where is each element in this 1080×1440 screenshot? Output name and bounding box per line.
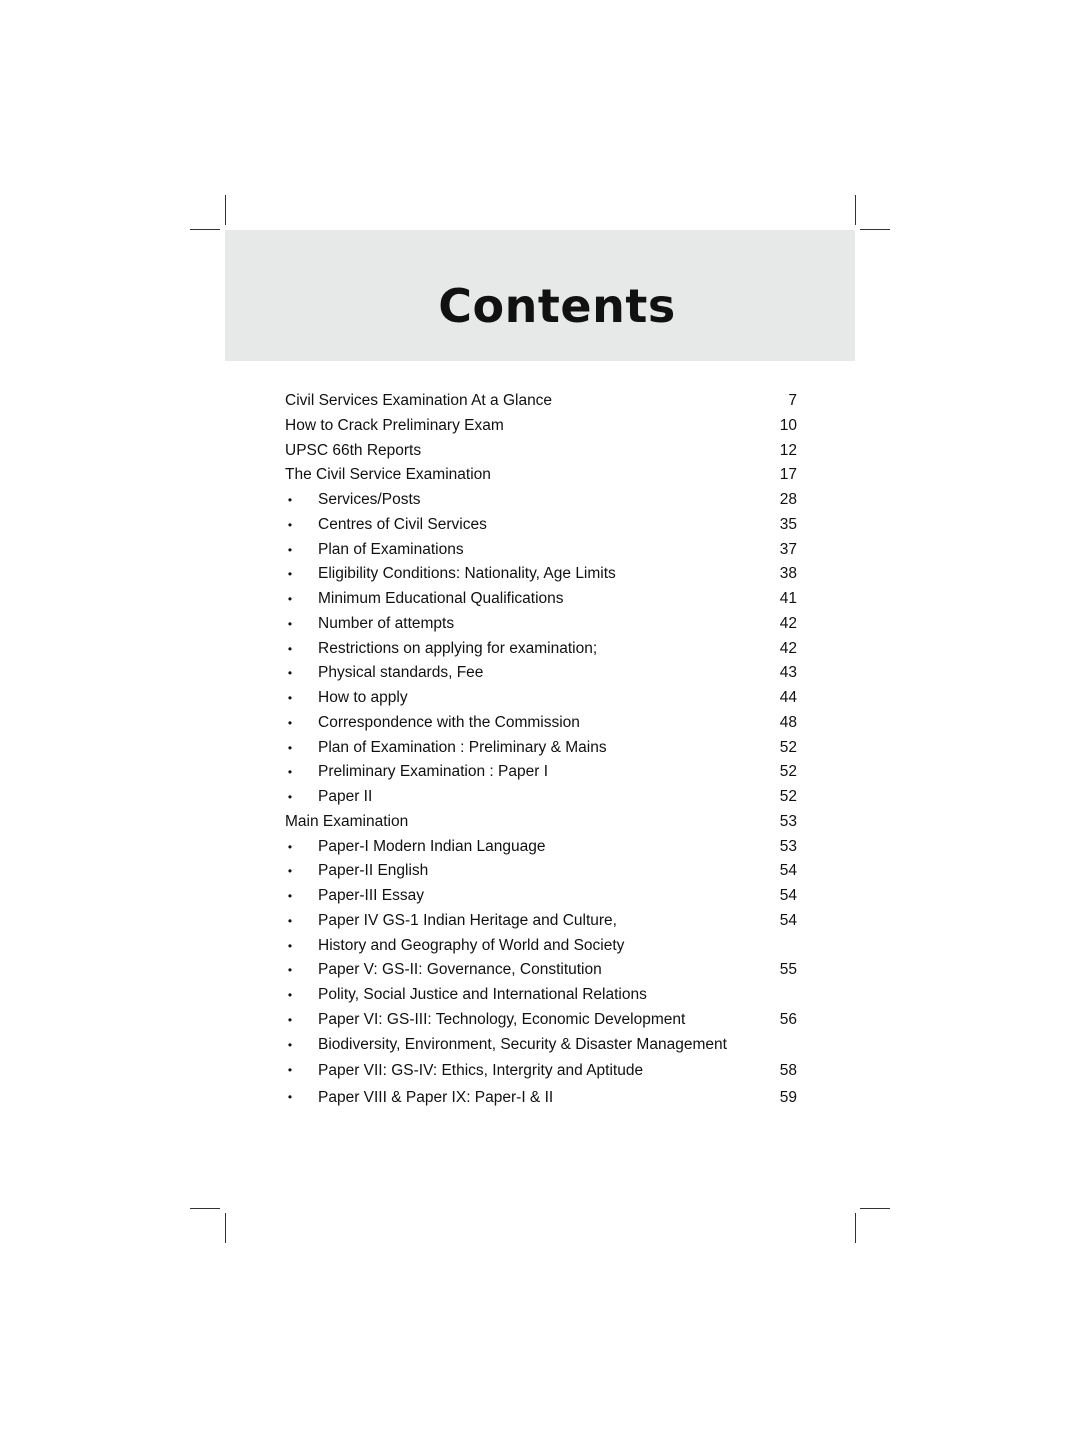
toc-entry-page-number: 58	[779, 1062, 797, 1080]
toc-entry[interactable]	[285, 1057, 797, 1084]
bullet-icon: •	[287, 542, 293, 557]
page-title: Contents	[438, 279, 676, 333]
toc-entry-page-number: 42	[779, 639, 797, 657]
crop-mark-bottom-right-horizontal	[860, 1208, 890, 1209]
toc-entry-label: Correspondence with the Commission	[318, 713, 580, 731]
bullet-icon: •	[287, 666, 293, 681]
toc-entry-label: Main Examination	[285, 812, 409, 830]
toc-entry[interactable]	[285, 884, 797, 909]
toc-entry[interactable]	[285, 488, 797, 513]
toc-entry-label: Paper VIII & Paper IX: Paper-I & II	[318, 1089, 554, 1107]
toc-entry-label: Paper IV GS-1 Indian Heritage and Culture,	[318, 911, 617, 929]
toc-entry[interactable]	[285, 414, 797, 439]
bullet-icon: •	[287, 493, 293, 507]
bullet-icon: •	[287, 839, 293, 854]
bullet-icon: •	[287, 938, 293, 953]
bullet-icon: •	[287, 765, 293, 780]
toc-entry-label: Civil Services Examination At a Glance	[285, 392, 553, 409]
toc-entry-label: Eligibility Conditions: Nationality, Age Limits	[318, 565, 616, 583]
toc-entry-label: Plan of Examination : Preliminary & Mains	[318, 738, 607, 756]
bullet-icon: •	[287, 913, 293, 928]
toc-entry-page-number: 54	[779, 862, 797, 880]
toc-entry-label: Paper-III Essay	[318, 887, 424, 904]
toc-entry-page-number: 35	[779, 515, 797, 533]
bullet-icon: •	[287, 616, 293, 631]
toc-entry[interactable]	[285, 1008, 797, 1033]
toc-entry-page-number: 53	[779, 812, 797, 830]
bullet-icon: •	[287, 864, 293, 879]
toc-entry-page-number: 53	[779, 837, 797, 855]
toc-entry[interactable]	[285, 835, 797, 860]
crop-mark-top-right-vertical	[855, 195, 856, 225]
toc-entry-page-number: 41	[779, 590, 797, 607]
toc-entry[interactable]	[285, 760, 797, 785]
toc-entry[interactable]	[285, 612, 797, 637]
toc-entry-page-number: 48	[779, 713, 797, 731]
toc-entry-label: Plan of Examinations	[318, 540, 464, 558]
toc-entry-label: Paper II	[318, 788, 373, 805]
toc-entry-label: How to Crack Preliminary Exam	[285, 416, 504, 434]
toc-entry[interactable]	[285, 463, 797, 488]
toc-entry-page-number: 42	[779, 614, 797, 632]
toc-entry-page-number: 52	[779, 738, 797, 756]
toc-entry[interactable]	[285, 661, 797, 686]
toc-entry-label: Centres of Civil Services	[318, 515, 487, 533]
bullet-icon: •	[287, 1090, 293, 1105]
toc-entry-label: Paper VII: GS-IV: Ethics, Intergrity and Aptitude	[318, 1062, 644, 1080]
toc-entry[interactable]	[285, 562, 797, 587]
bullet-icon: •	[287, 641, 293, 656]
toc-entry[interactable]	[285, 1084, 797, 1111]
toc-entry-page-number: 28	[779, 491, 797, 508]
toc-entry-page-number: 52	[779, 788, 797, 805]
toc-entry[interactable]	[285, 983, 797, 1008]
crop-mark-top-right-horizontal	[860, 229, 890, 230]
toc-entry-page-number: 54	[779, 911, 797, 929]
crop-mark-top-left-vertical	[225, 195, 226, 225]
toc-entry-label: The Civil Service Examination	[285, 466, 491, 484]
toc-entry-page-number: 38	[779, 565, 797, 583]
bullet-icon: •	[287, 517, 293, 532]
bullet-icon: •	[287, 592, 293, 606]
toc-entry-page-number: 43	[779, 664, 797, 682]
bullet-icon: •	[287, 889, 293, 903]
toc-entry-page-number: 55	[779, 961, 797, 979]
toc-entry-page-number: 52	[779, 763, 797, 781]
bullet-icon: •	[287, 740, 293, 755]
crop-mark-bottom-left-vertical	[225, 1213, 226, 1243]
toc-entry[interactable]	[285, 637, 797, 662]
toc-entry[interactable]	[285, 439, 797, 464]
toc-entry-page-number: 12	[779, 441, 797, 459]
toc-entry-page-number: 37	[779, 540, 797, 558]
toc-entry-label: Paper V: GS-II: Governance, Constitution	[318, 961, 602, 979]
toc-entry[interactable]	[285, 587, 797, 612]
toc-entry[interactable]	[285, 389, 797, 414]
toc-entry[interactable]	[285, 934, 797, 959]
toc-entry-label: How to apply	[318, 689, 408, 706]
toc-entry-label: Polity, Social Justice and International Relations	[318, 986, 647, 1003]
toc-entry[interactable]	[285, 513, 797, 538]
toc-entry-label: Paper VI: GS-III: Technology, Economic Development	[318, 1010, 686, 1028]
toc-entry-label: Paper-II English	[318, 862, 429, 880]
toc-entry-page-number: 17	[779, 466, 797, 484]
toc-entry[interactable]	[285, 859, 797, 884]
bullet-icon: •	[287, 1037, 293, 1052]
toc-entry-page-number: 7	[788, 392, 797, 409]
toc-entry-page-number: 59	[779, 1089, 797, 1107]
toc-entry[interactable]	[285, 686, 797, 711]
toc-entry[interactable]	[285, 538, 797, 563]
toc-entry-page-number: 56	[779, 1010, 797, 1028]
toc-entry-label: Restrictions on applying for examination;	[318, 639, 598, 657]
toc-entry-label: Biodiversity, Environment, Security & Disaster Management	[318, 1035, 727, 1053]
bullet-icon: •	[287, 963, 293, 978]
bullet-icon: •	[287, 715, 293, 730]
toc-entry-page-number: 10	[779, 416, 797, 434]
toc-entry[interactable]	[285, 1033, 797, 1058]
toc-entry-label: History and Geography of World and Society	[318, 936, 625, 954]
toc-entry[interactable]	[285, 736, 797, 761]
crop-mark-bottom-right-vertical	[855, 1213, 856, 1243]
crop-mark-top-left-horizontal	[190, 229, 220, 230]
toc-entry[interactable]	[285, 958, 797, 983]
bullet-icon: •	[287, 790, 293, 804]
toc-entry-label: Number of attempts	[318, 614, 455, 632]
toc-entry-label: Minimum Educational Qualifications	[318, 590, 564, 607]
toc-entry-label: Services/Posts	[318, 491, 421, 508]
toc-entry-label: Paper-I Modern Indian Language	[318, 837, 546, 855]
crop-mark-bottom-left-horizontal	[190, 1208, 220, 1209]
bullet-icon: •	[287, 567, 293, 582]
toc-entry[interactable]	[285, 711, 797, 736]
toc-entry-page-number: 54	[779, 887, 797, 904]
bullet-icon: •	[287, 1012, 293, 1027]
toc-entry-page-number: 44	[779, 689, 797, 706]
toc-entry-label: Physical standards, Fee	[318, 664, 484, 682]
bullet-icon: •	[287, 988, 293, 1002]
bullet-icon: •	[287, 1063, 293, 1078]
toc-entry-label: Preliminary Examination : Paper I	[318, 763, 549, 781]
table-of-contents	[285, 389, 797, 1111]
bullet-icon: •	[287, 691, 293, 705]
toc-entry[interactable]	[285, 909, 797, 934]
toc-entry-label: UPSC 66th Reports	[285, 441, 422, 459]
toc-entry[interactable]	[285, 810, 797, 835]
toc-entry[interactable]	[285, 785, 797, 810]
